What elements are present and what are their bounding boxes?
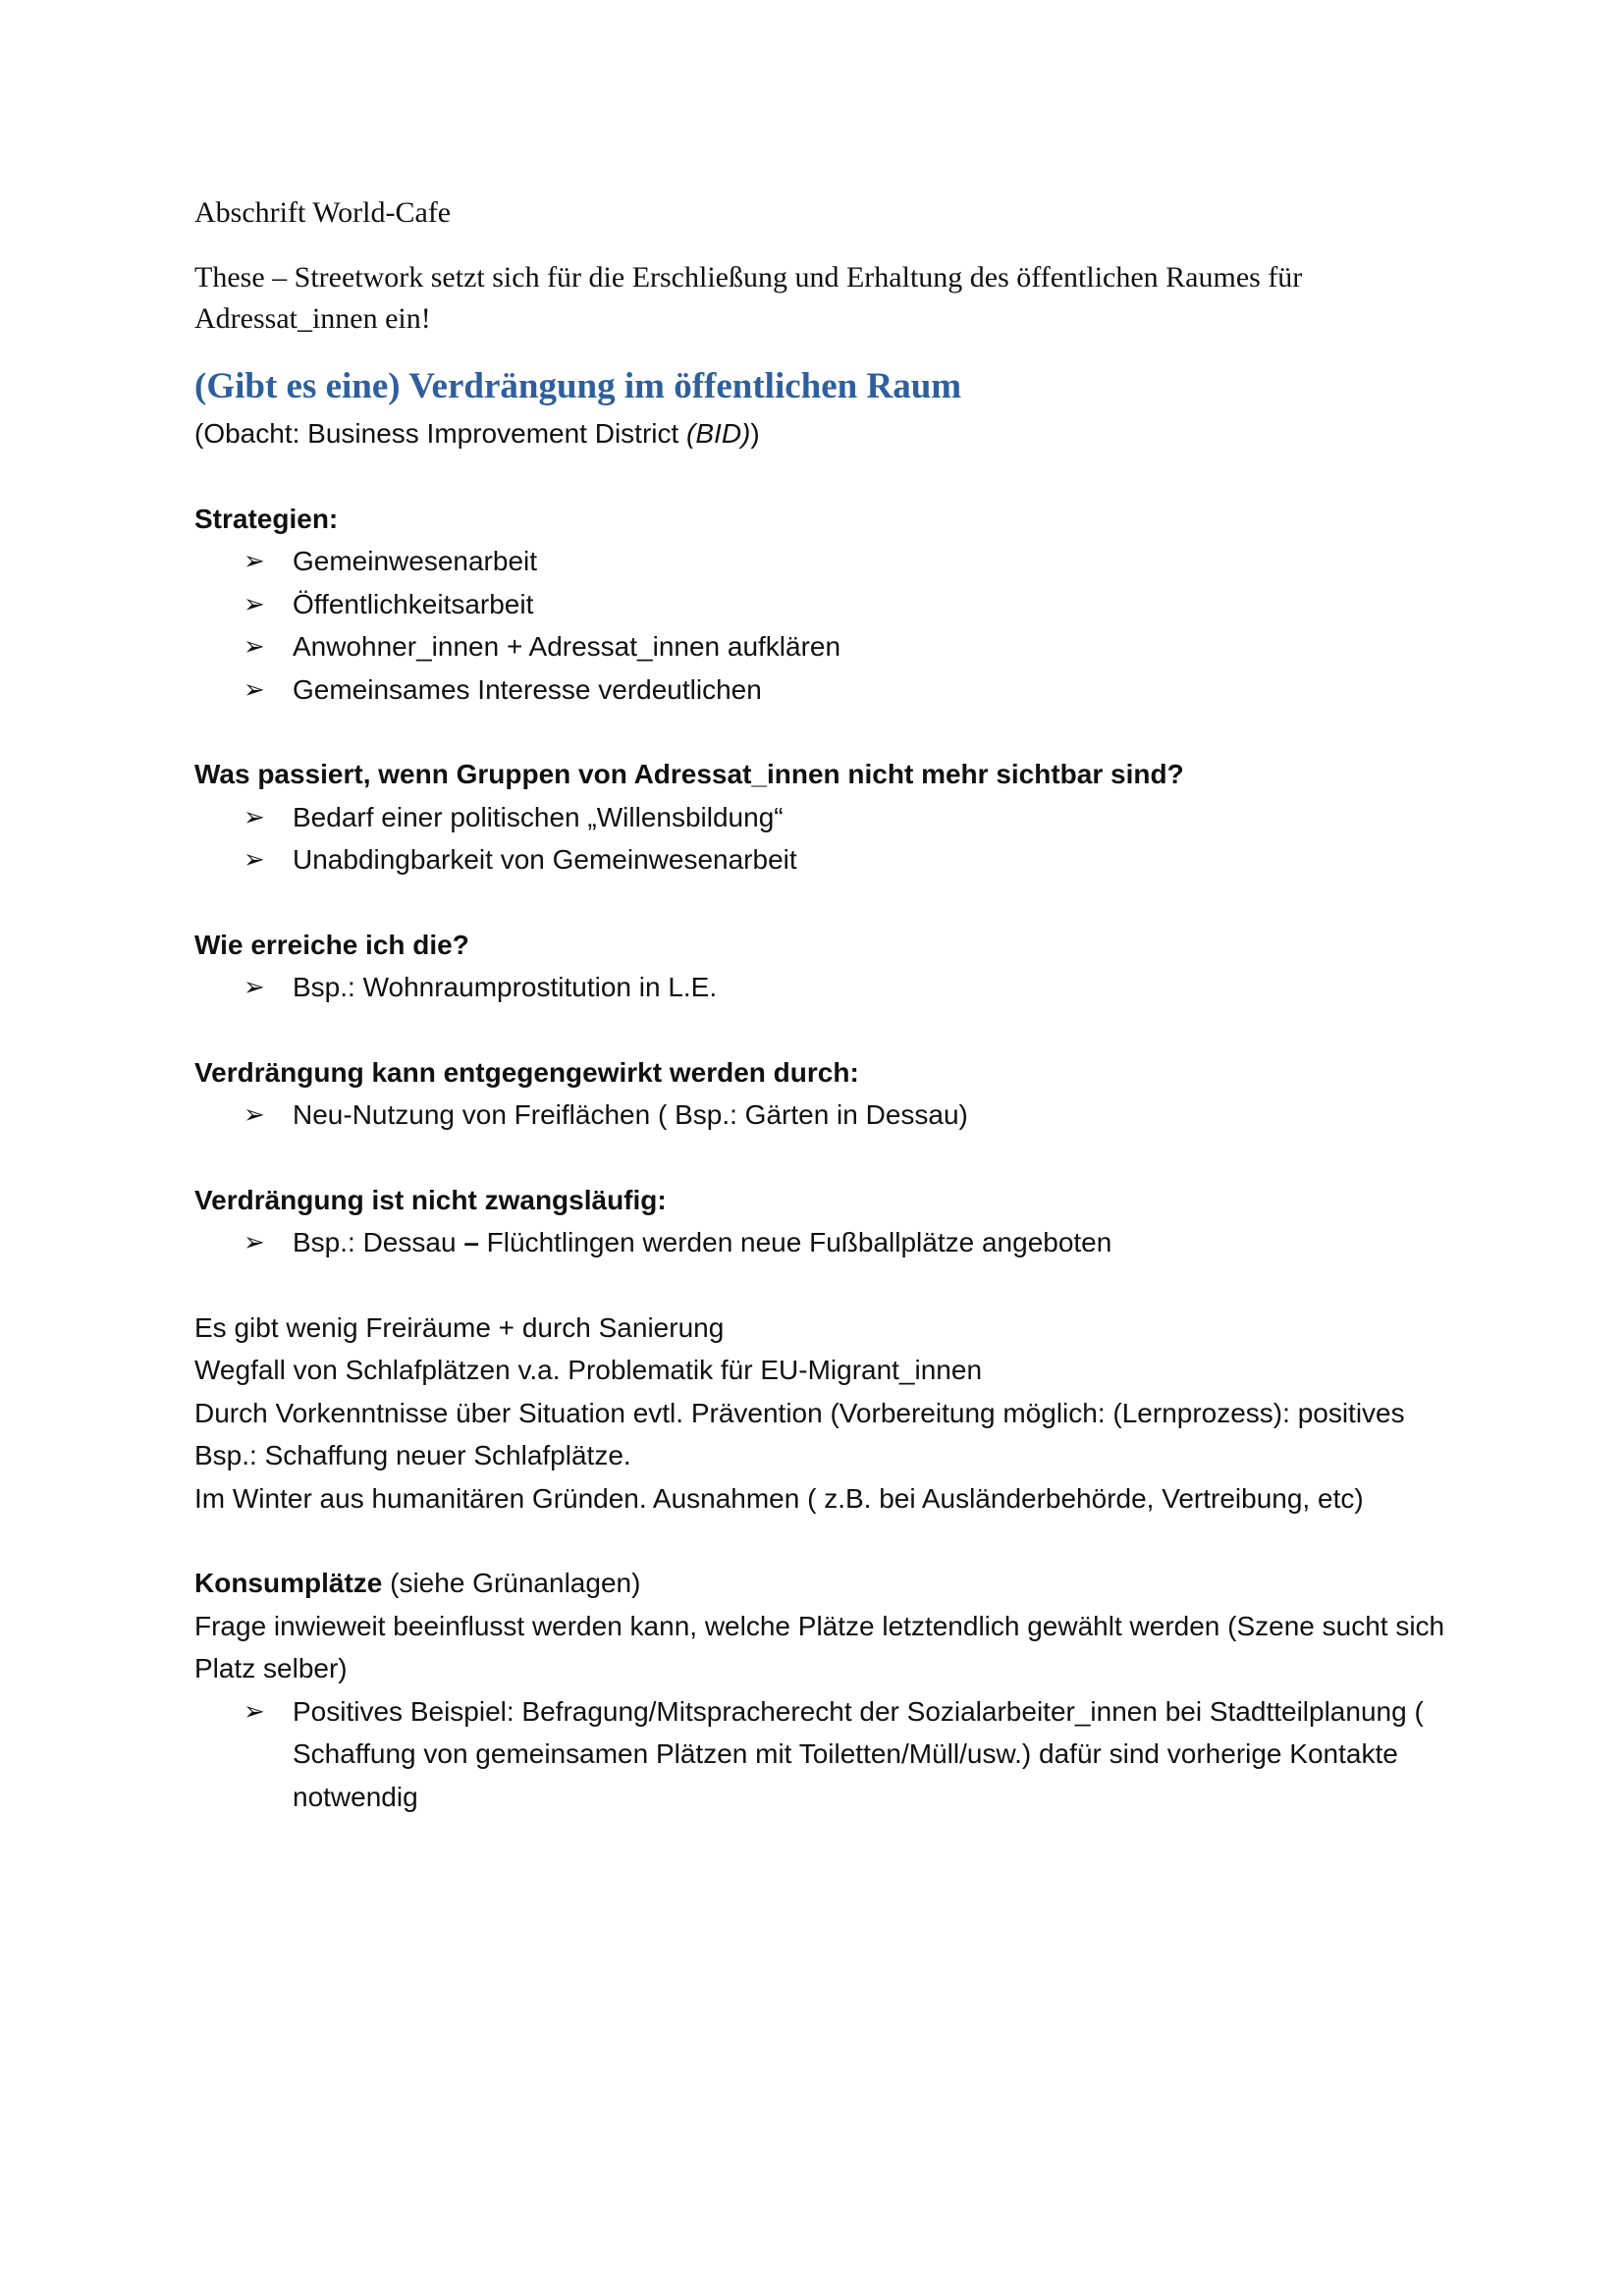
visibility-question-title: Was passiert, wenn Gruppen von Adressat_innen nicht mehr sichtbar sind? (194, 759, 1184, 789)
paragraph: Im Winter aus humanitären Gründen. Ausnahmen ( z.B. bei Ausländerbehörde, Vertreibung, etc) (194, 1482, 1364, 1514)
not-inevitable-list (194, 1221, 1451, 1264)
thesis-text: These – Streetwork setzt sich für die Erschließung und Erhaltung des öffentlichen Raumes für Adressat_innen ein! (194, 261, 1303, 335)
list-item-text: Gemeinwesenarbeit (293, 546, 538, 576)
countermeasure-title: Verdrängung kann entgegengewirkt werden durch: (194, 1056, 859, 1088)
free-space-paragraphs (194, 1307, 1451, 1521)
list-item-text: Bsp.: Wohnraumprostitution in L.E. (293, 972, 718, 1002)
list-item-text: Neu-Nutzung von Freiflächen ( Bsp.: Gärten in Dessau) (293, 1099, 968, 1130)
document-page (194, 192, 1451, 1860)
konsum-title-note: (siehe Grünanlagen) (382, 1568, 641, 1598)
list-item (194, 1690, 1451, 1819)
countermeasure-list (194, 1094, 1451, 1137)
visibility-list (194, 796, 1451, 881)
paragraph: Wegfall von Schlafplätzen v.a. Problematik für EU-Migrant_innen (194, 1355, 983, 1385)
list-item (194, 668, 1451, 712)
arrow-bullet-icon: ➢ (244, 801, 265, 831)
not-inevitable-title: Verdrängung ist nicht zwangsläufig: (194, 1184, 667, 1215)
list-item (194, 583, 1451, 626)
arrow-bullet-icon: ➢ (244, 1227, 265, 1256)
arrow-bullet-icon: ➢ (244, 844, 265, 874)
arrow-bullet-icon: ➢ (244, 1099, 265, 1129)
arrow-bullet-icon: ➢ (244, 546, 265, 575)
arrow-bullet-icon: ➢ (244, 673, 265, 704)
list-item-text: Gemeinsames Interesse verdeutlichen (293, 673, 762, 705)
list-item (194, 625, 1451, 668)
section-heading: (Gibt es eine) Verdrängung im öffentlichen Raum (194, 366, 962, 406)
list-item (194, 838, 1451, 881)
list-item (194, 1221, 1451, 1264)
list-item (194, 966, 1451, 1009)
list-item (194, 796, 1451, 839)
konsum-list (194, 1690, 1451, 1819)
heading-note-abbr: (BID) (686, 418, 751, 449)
list-item (194, 1094, 1451, 1137)
heading-note-text: (Obacht: Business Improvement District (194, 418, 687, 449)
heading-note (194, 412, 1451, 455)
konsum-title-line (194, 1562, 1451, 1605)
list-item-dash: – (463, 1227, 479, 1257)
list-item (194, 540, 1451, 583)
list-item-text: Bsp.: Dessau (293, 1227, 464, 1257)
list-item-text: Öffentlichkeitsarbeit (293, 588, 534, 619)
heading-note-close: ) (750, 418, 760, 449)
paragraph: Durch Vorkenntnisse über Situation evtl. Prävention (Vorbereitung möglich: (Lernprozess): positives Bsp.: Schaffung neuer Schlafplätze. (194, 1397, 1405, 1470)
strategies-list (194, 540, 1451, 711)
reach-list (194, 966, 1451, 1009)
list-item-text: Bedarf einer politischen „Willensbildung“ (293, 801, 784, 832)
list-item-text: Flüchtlingen werden neue Fußballplätze angeboten (478, 1227, 1112, 1257)
arrow-bullet-icon: ➢ (244, 588, 265, 618)
reach-question-title: Wie erreiche ich die? (194, 929, 469, 960)
list-item-text: Anwohner_innen + Adressat_innen aufklären (293, 631, 841, 662)
arrow-bullet-icon: ➢ (244, 631, 265, 661)
document-title: Abschrift World-Cafe (194, 196, 452, 229)
paragraph: Es gibt wenig Freiräume + durch Sanierung (194, 1311, 725, 1343)
konsum-text: Frage inwieweit beeinflusst werden kann, welche Plätze letztendlich gewählt werden (Szene sucht sich Platz selber) (194, 1610, 1445, 1683)
arrow-bullet-icon: ➢ (244, 1695, 265, 1726)
strategies-title: Strategien: (194, 503, 339, 534)
arrow-bullet-icon: ➢ (244, 972, 265, 1001)
konsum-title: Konsumplätze (194, 1568, 383, 1598)
list-item-text: Unabdingbarkeit von Gemeinwesenarbeit (293, 844, 797, 875)
list-item-text: Positives Beispiel: Befragung/Mitspracherecht der Sozialarbeiter_innen bei Stadtteilplanung ( Schaffung von gemeinsamen Plätzen mit Toiletten/Müll/usw.) dafür sind vorherige Kontakte notwendig (293, 1695, 1424, 1812)
